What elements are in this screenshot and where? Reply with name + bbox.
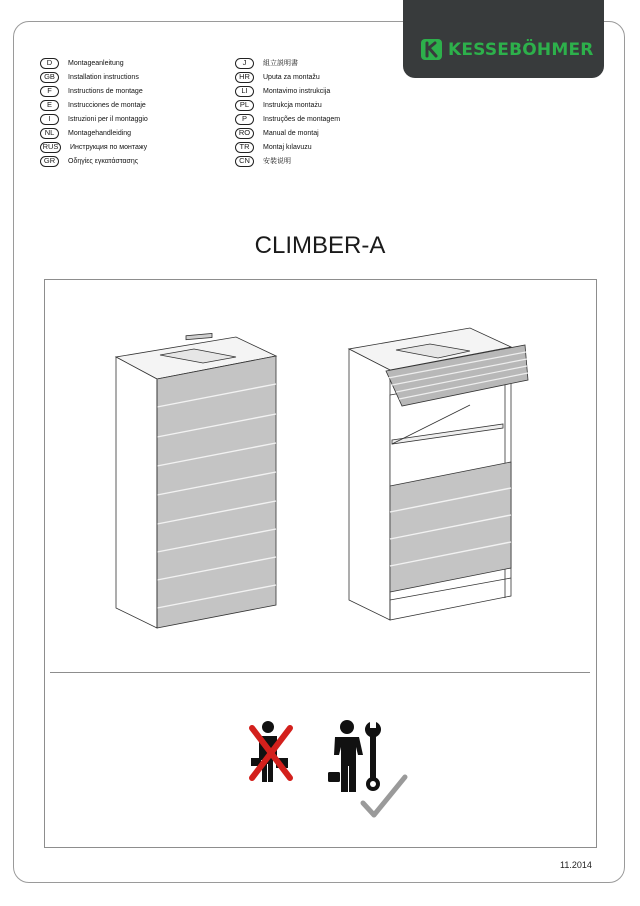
language-label: 組立説明書	[263, 60, 298, 67]
language-code: E	[40, 100, 59, 111]
language-code: LI	[235, 86, 254, 97]
language-code: GR	[40, 156, 59, 167]
language-code: TR	[235, 142, 254, 153]
language-label: Montavimo instrukcija	[263, 87, 331, 95]
language-label: Istruzioni per il montaggio	[68, 115, 148, 123]
language-code: GB	[40, 72, 59, 83]
language-code: D	[40, 58, 59, 69]
section-divider	[50, 672, 590, 673]
checkmark-icon	[360, 773, 408, 821]
language-label: Инструкция по монтажу	[70, 143, 148, 151]
language-label: Montagehandleiding	[68, 129, 132, 137]
language-label: Uputa za montažu	[263, 73, 320, 81]
language-code: I	[40, 114, 59, 125]
no-diy-person-icon	[248, 718, 298, 788]
document-date: 11.2014	[560, 860, 592, 870]
language-label: Instruções de montagem	[263, 115, 341, 123]
language-label: Manual de montaj	[263, 129, 319, 137]
language-code: RO	[235, 128, 254, 139]
language-label: Οδηγίες εγκατάστασης	[68, 157, 139, 165]
language-code: J	[235, 58, 254, 69]
language-code: NL	[40, 128, 59, 139]
language-label: Montaj kılavuzu	[263, 143, 312, 151]
language-label: Montageanleitung	[68, 59, 124, 67]
language-label: Instrukcja montażu	[263, 101, 322, 109]
language-code: P	[235, 114, 254, 125]
language-label: Instructions de montage	[68, 87, 143, 95]
language-label: Installation instructions	[68, 73, 139, 81]
product-title: CLIMBER-A	[254, 232, 386, 259]
language-code: RUS	[40, 142, 61, 153]
brand-name: KESSEBÖHMER	[448, 40, 594, 60]
language-code: CN	[235, 156, 254, 167]
language-code: PL	[235, 100, 254, 111]
language-code: F	[40, 86, 59, 97]
language-label: 安裝说明	[263, 158, 291, 165]
language-code: HR	[235, 72, 254, 83]
language-label: Instrucciones de montaje	[68, 101, 146, 109]
